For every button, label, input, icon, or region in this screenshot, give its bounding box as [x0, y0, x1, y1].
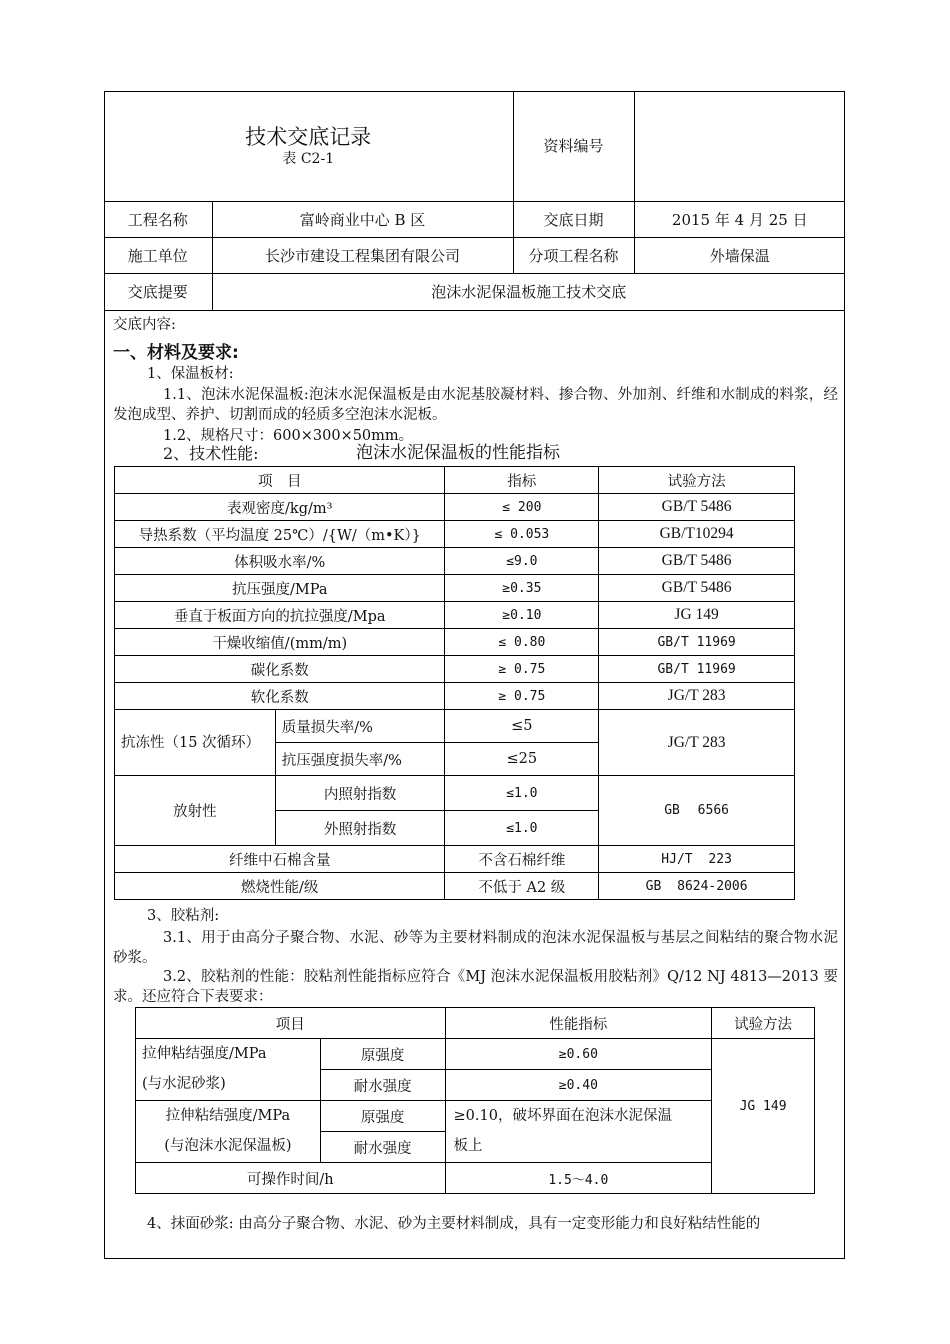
glue-index: ≥0.40	[445, 1070, 712, 1101]
perf-index: ≤ 200	[445, 494, 599, 521]
perf-index: ≤ 0.053	[445, 521, 599, 548]
radiation-method: GB 6566	[599, 776, 795, 846]
frost-label: 抗冻性（15 次循环）	[115, 710, 276, 776]
perf-item: 体积吸水率/%	[115, 548, 445, 575]
subsection-glue: 3、胶粘剂:	[147, 908, 220, 924]
table-row	[136, 1039, 815, 1070]
perf-method: GB/T 5486	[599, 548, 795, 575]
glue-item: 耐水强度	[320, 1132, 445, 1163]
perf-index: 不低于 A2 级	[445, 873, 599, 900]
glue-item: 耐水强度	[320, 1070, 445, 1101]
perf-index: ≤ 0.80	[445, 629, 599, 656]
perf-method: GB/T10294	[599, 521, 795, 548]
perf-item: 碳化系数	[115, 656, 445, 683]
summary-value: 泡沫水泥保温板施工技术交底	[212, 273, 845, 310]
perf-index: ≥ 0.75	[445, 656, 599, 683]
frost-item: 抗压强度损失率/%	[275, 743, 445, 776]
perf-item: 软化系数	[115, 683, 445, 710]
frost-index: ≤25	[445, 743, 599, 776]
header-table	[104, 91, 845, 311]
project-value: 富岭商业中心 B 区	[212, 201, 513, 237]
subsection-board: 1、保温板材:	[147, 366, 234, 382]
table-row	[115, 521, 795, 548]
perf-method: GB 8624-2006	[599, 873, 795, 900]
perf-item: 垂直于板面方向的抗拉强度/Mpa	[115, 602, 445, 629]
glue-group2-index-line1: ≥0.10，破坏界面在泡沫水泥保温	[453, 1108, 672, 1124]
perf-item: 干燥收缩值/(mm/m)	[115, 629, 445, 656]
perf-item: 表观密度/kg/m³	[115, 494, 445, 521]
paragraph-board-desc: 1.1、泡沫水泥保温板:泡沫水泥保温板是由水泥基胶凝材料、掺合物、外加剂、纤维和水制成的料浆，经发泡成型、养护、切割而成的轻质多空泡沫水泥板。	[113, 387, 838, 423]
paragraph-mortar: 4、抹面砂浆: 由高分子聚合物、水泥、砂为主要材料制成，具有一定变形能力和良好粘结性能的	[147, 1216, 761, 1232]
table1-title: 泡沫水泥保温板的性能指标	[356, 443, 560, 463]
perf-header-item: 项 目	[115, 467, 445, 494]
perf-method: JG/T 283	[599, 683, 795, 710]
table-row	[115, 776, 795, 811]
summary-label: 交底提要	[104, 273, 212, 310]
subsection-performance: 2、技术性能:	[163, 444, 259, 463]
form-number: 表 C2-1	[282, 150, 335, 167]
contractor-value: 长沙市建设工程集团有限公司	[212, 237, 513, 273]
perf-item: 燃烧性能/级	[115, 873, 445, 900]
paragraph-dimensions: 1.2、规格尺寸：600×300×50mm。	[163, 428, 414, 444]
glue-item: 原强度	[320, 1101, 445, 1132]
perf-header-method: 试验方法	[599, 467, 795, 494]
glue-group2-index-line2: 板上	[453, 1138, 483, 1154]
table-row	[115, 656, 795, 683]
project-label: 工程名称	[104, 201, 212, 237]
radiation-label: 放射性	[115, 776, 276, 846]
table-row	[115, 873, 795, 900]
perf-index: 不含石棉纤维	[445, 846, 599, 873]
perf-method: JG 149	[599, 602, 795, 629]
table-row	[115, 602, 795, 629]
perf-method: GB/T 11969	[599, 629, 795, 656]
perf-index: ≥ 0.75	[445, 683, 599, 710]
contractor-label: 施工单位	[104, 237, 212, 273]
paragraph-glue-desc: 3.1、用于由高分子聚合物、水泥、砂等为主要材料制成的泡沫水泥保温板与基层之间粘结的聚合物水泥砂浆。	[113, 930, 838, 966]
glue-table	[135, 1007, 815, 1194]
perf-method: GB/T 5486	[599, 494, 795, 521]
glue-method: JG 149	[712, 1039, 815, 1194]
doc-no-value	[634, 91, 845, 201]
perf-index: ≥0.10	[445, 602, 599, 629]
glue-time-value: 1.5～4.0	[445, 1163, 712, 1194]
table-row	[115, 683, 795, 710]
perf-item: 导热系数（平均温度 25℃）/{W/（m•K）}	[115, 521, 445, 548]
glue-group2-label: 拉伸粘结强度/MPa	[165, 1108, 291, 1124]
perf-index: ≥0.35	[445, 575, 599, 602]
glue-index: ≥0.60	[445, 1039, 712, 1070]
table-row	[115, 629, 795, 656]
radiation-item: 外照射指数	[275, 811, 445, 846]
perf-method: GB/T 5486	[599, 575, 795, 602]
table-row	[115, 846, 795, 873]
radiation-index: ≤1.0	[445, 811, 599, 846]
perf-method: HJ/T 223	[599, 846, 795, 873]
glue-header-method: 试验方法	[712, 1008, 815, 1039]
radiation-item: 内照射指数	[275, 776, 445, 811]
paragraph-glue-perf: 3.2、胶粘剂的性能：胶粘剂性能指标应符合《MJ 泡沫水泥保温板用胶粘剂》Q/12 NJ 4813—2013 要求。还应符合下表要求：	[113, 969, 838, 1005]
frost-item: 质量损失率/%	[275, 710, 445, 743]
table-row	[115, 710, 795, 743]
glue-header-index: 性能指标	[445, 1008, 712, 1039]
glue-group2-sub: (与泡沫水泥保温板)	[164, 1138, 292, 1154]
table-row	[115, 548, 795, 575]
section-heading: 一、材料及要求:	[113, 343, 239, 363]
glue-group1-sub: (与水泥砂浆)	[142, 1076, 226, 1092]
doc-no-label: 资料编号	[513, 91, 634, 201]
perf-method: GB/T 11969	[599, 656, 795, 683]
frost-index: ≤5	[445, 710, 599, 743]
radiation-index: ≤1.0	[445, 776, 599, 811]
date-label: 交底日期	[513, 201, 634, 237]
subproject-label: 分项工程名称	[513, 237, 634, 273]
performance-table	[114, 466, 795, 900]
glue-time-label: 可操作时间/h	[136, 1163, 446, 1194]
perf-header-index: 指标	[445, 467, 599, 494]
table-row	[115, 494, 795, 521]
table-row	[115, 575, 795, 602]
perf-item: 抗压强度/MPa	[115, 575, 445, 602]
document-title: 技术交底记录	[245, 124, 372, 149]
glue-header-item: 项目	[136, 1008, 446, 1039]
subproject-value: 外墙保温	[634, 237, 845, 273]
glue-item: 原强度	[320, 1039, 445, 1070]
frost-method: JG/T 283	[599, 710, 795, 776]
content-intro: 交底内容:	[113, 317, 176, 333]
perf-item: 纤维中石棉含量	[115, 846, 445, 873]
perf-index: ≤9.0	[445, 548, 599, 575]
date-value: 2015 年 4 月 25 日	[634, 201, 845, 237]
glue-group1-label: 拉伸粘结强度/MPa	[142, 1046, 267, 1062]
